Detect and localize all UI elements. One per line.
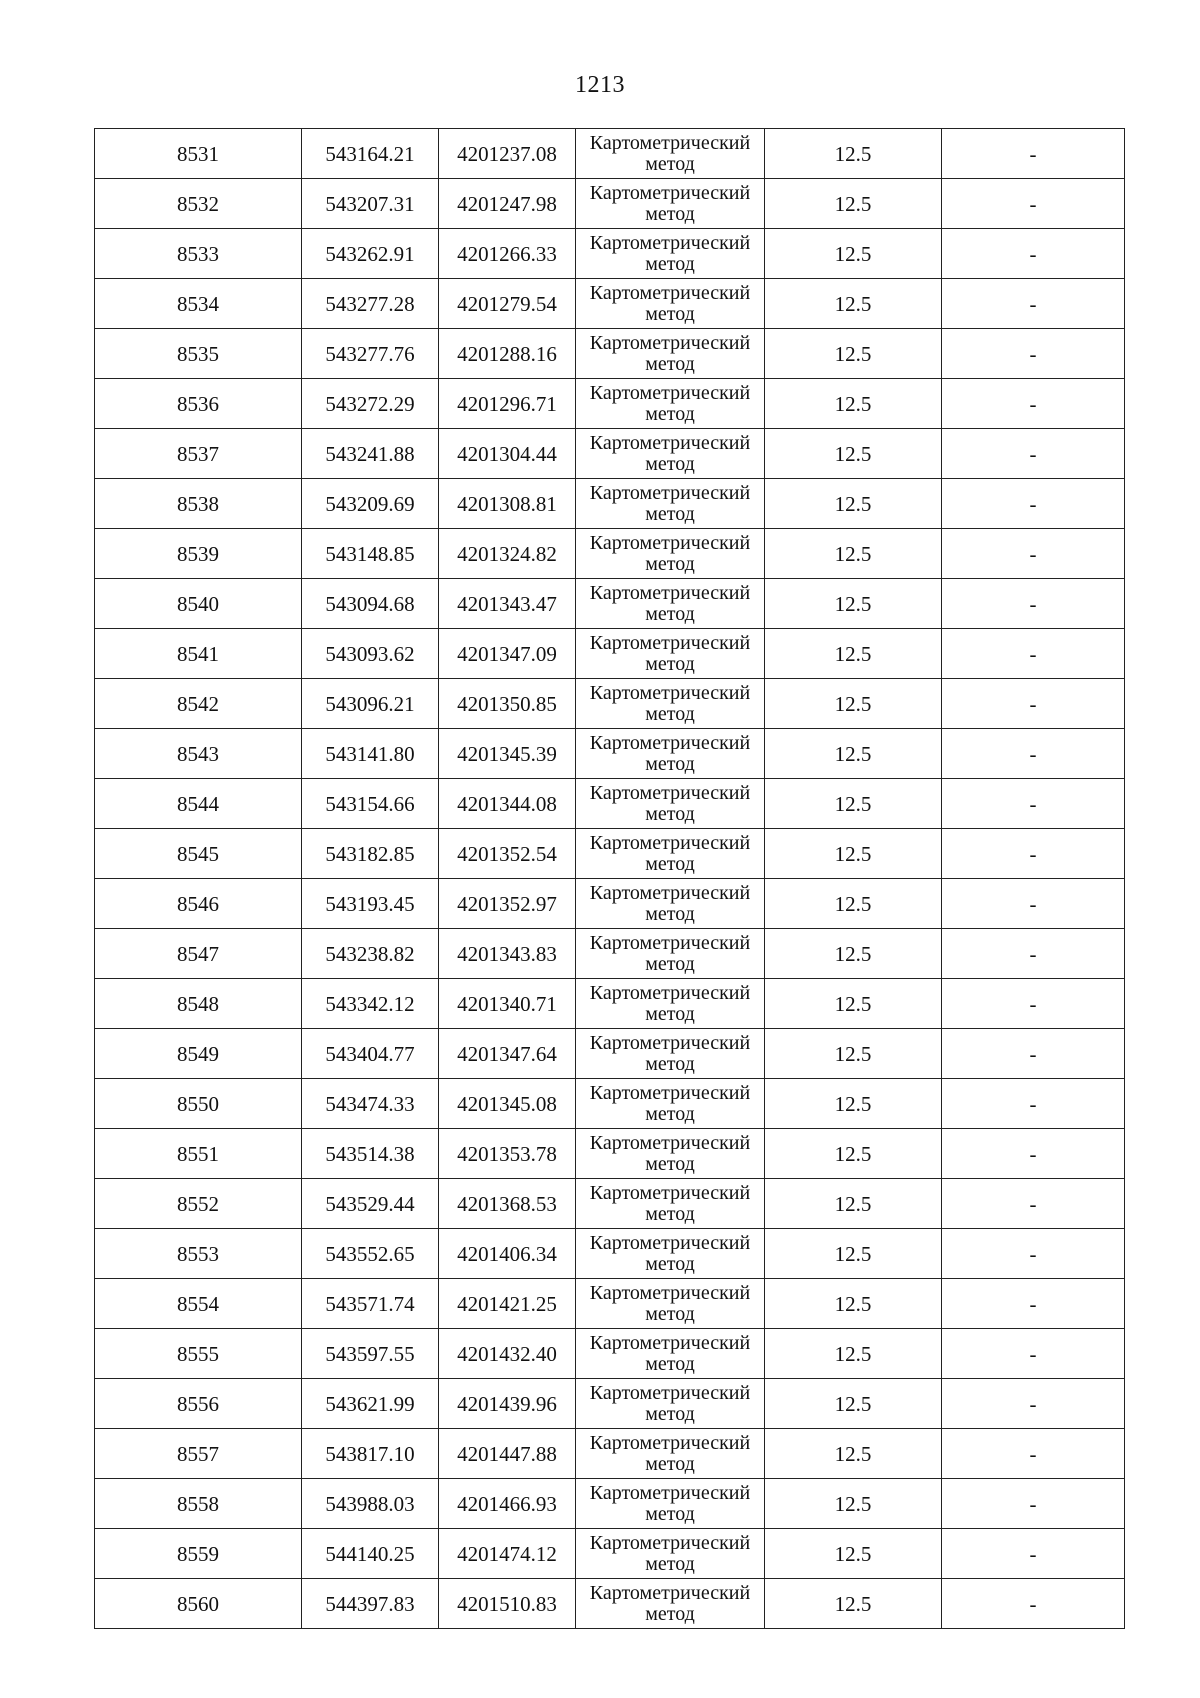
method-cell (576, 1079, 765, 1129)
point-id-cell: 8533 (95, 229, 302, 279)
x-coordinate-cell: 544397.83 (302, 1579, 439, 1629)
method-cell (576, 1129, 765, 1179)
y-coordinate-cell: 4201308.81 (439, 479, 576, 529)
point-id-cell: 8535 (95, 329, 302, 379)
method-line-1: Картометрический (589, 431, 751, 454)
note-cell: - (942, 829, 1125, 879)
method-cell (576, 379, 765, 429)
method-cell (576, 1579, 765, 1629)
method-cell (576, 1179, 765, 1229)
note-cell: - (942, 1079, 1125, 1129)
table-row (95, 1279, 1125, 1329)
method-cell (576, 1329, 765, 1379)
method-cell (576, 529, 765, 579)
x-coordinate-cell: 543262.91 (302, 229, 439, 279)
x-coordinate-cell: 543474.33 (302, 1079, 439, 1129)
method-cell (576, 779, 765, 829)
table-row (95, 129, 1125, 179)
y-coordinate-cell: 4201439.96 (439, 1379, 576, 1429)
method-line-1: Картометрический (589, 1481, 751, 1504)
method-line-2: метод (645, 902, 695, 925)
accuracy-cell: 12.5 (765, 779, 942, 829)
table-row (95, 429, 1125, 479)
method-line-2: метод (645, 702, 695, 725)
x-coordinate-cell: 543148.85 (302, 529, 439, 579)
method-line-2: метод (645, 252, 695, 275)
point-id-cell: 8544 (95, 779, 302, 829)
note-cell: - (942, 379, 1125, 429)
accuracy-cell: 12.5 (765, 1329, 942, 1379)
table-row (95, 379, 1125, 429)
table-row (95, 479, 1125, 529)
accuracy-cell: 12.5 (765, 1129, 942, 1179)
x-coordinate-cell: 543272.29 (302, 379, 439, 429)
point-id-cell: 8548 (95, 979, 302, 1029)
point-id-cell: 8537 (95, 429, 302, 479)
method-cell (576, 629, 765, 679)
table-row (95, 1579, 1125, 1629)
method-line-2: метод (645, 1052, 695, 1075)
point-id-cell: 8556 (95, 1379, 302, 1429)
method-line-1: Картометрический (589, 481, 751, 504)
y-coordinate-cell: 4201279.54 (439, 279, 576, 329)
accuracy-cell: 12.5 (765, 1279, 942, 1329)
method-line-1: Картометрический (589, 1581, 751, 1604)
table-row (95, 629, 1125, 679)
method-cell (576, 879, 765, 929)
accuracy-cell: 12.5 (765, 929, 942, 979)
note-cell: - (942, 1479, 1125, 1529)
table-row (95, 829, 1125, 879)
y-coordinate-cell: 4201288.16 (439, 329, 576, 379)
x-coordinate-cell: 543209.69 (302, 479, 439, 529)
method-line-1: Картометрический (589, 1181, 751, 1204)
note-cell: - (942, 1329, 1125, 1379)
point-id-cell: 8551 (95, 1129, 302, 1179)
table-row (95, 579, 1125, 629)
note-cell: - (942, 429, 1125, 479)
y-coordinate-cell: 4201345.08 (439, 1079, 576, 1129)
accuracy-cell: 12.5 (765, 679, 942, 729)
accuracy-cell: 12.5 (765, 1429, 942, 1479)
method-line-2: метод (645, 1102, 695, 1125)
method-cell (576, 1279, 765, 1329)
note-cell: - (942, 479, 1125, 529)
table-row (95, 929, 1125, 979)
y-coordinate-cell: 4201466.93 (439, 1479, 576, 1529)
table-row (95, 1329, 1125, 1379)
note-cell: - (942, 579, 1125, 629)
point-id-cell: 8559 (95, 1529, 302, 1579)
method-line-2: метод (645, 552, 695, 575)
table-row (95, 1129, 1125, 1179)
accuracy-cell: 12.5 (765, 1029, 942, 1079)
point-id-cell: 8552 (95, 1179, 302, 1229)
method-cell (576, 329, 765, 379)
accuracy-cell: 12.5 (765, 879, 942, 929)
x-coordinate-cell: 543094.68 (302, 579, 439, 629)
method-line-1: Картометрический (589, 1381, 751, 1404)
method-line-1: Картометрический (589, 781, 751, 804)
x-coordinate-cell: 543277.28 (302, 279, 439, 329)
accuracy-cell: 12.5 (765, 1479, 942, 1529)
x-coordinate-cell: 543571.74 (302, 1279, 439, 1329)
table-row (95, 1529, 1125, 1579)
note-cell: - (942, 1429, 1125, 1479)
accuracy-cell: 12.5 (765, 429, 942, 479)
method-cell (576, 1429, 765, 1479)
method-line-2: метод (645, 1252, 695, 1275)
method-cell (576, 579, 765, 629)
x-coordinate-cell: 543597.55 (302, 1329, 439, 1379)
y-coordinate-cell: 4201347.09 (439, 629, 576, 679)
y-coordinate-cell: 4201237.08 (439, 129, 576, 179)
y-coordinate-cell: 4201347.64 (439, 1029, 576, 1079)
x-coordinate-cell: 543154.66 (302, 779, 439, 829)
point-id-cell: 8555 (95, 1329, 302, 1379)
y-coordinate-cell: 4201421.25 (439, 1279, 576, 1329)
point-id-cell: 8543 (95, 729, 302, 779)
method-line-2: метод (645, 1202, 695, 1225)
x-coordinate-cell: 543621.99 (302, 1379, 439, 1429)
point-id-cell: 8531 (95, 129, 302, 179)
y-coordinate-cell: 4201343.47 (439, 579, 576, 629)
x-coordinate-cell: 543096.21 (302, 679, 439, 729)
method-line-1: Картометрический (589, 1331, 751, 1354)
method-cell (576, 129, 765, 179)
table-row (95, 1029, 1125, 1079)
method-cell (576, 829, 765, 879)
x-coordinate-cell: 544140.25 (302, 1529, 439, 1579)
point-id-cell: 8553 (95, 1229, 302, 1279)
accuracy-cell: 12.5 (765, 829, 942, 879)
method-cell (576, 279, 765, 329)
y-coordinate-cell: 4201368.53 (439, 1179, 576, 1229)
point-id-cell: 8554 (95, 1279, 302, 1329)
method-cell (576, 729, 765, 779)
method-line-1: Картометрический (589, 831, 751, 854)
method-line-1: Картометрический (589, 1281, 751, 1304)
accuracy-cell: 12.5 (765, 579, 942, 629)
x-coordinate-cell: 543193.45 (302, 879, 439, 929)
y-coordinate-cell: 4201304.44 (439, 429, 576, 479)
x-coordinate-cell: 543988.03 (302, 1479, 439, 1529)
table-row (95, 729, 1125, 779)
method-line-2: метод (645, 1602, 695, 1625)
x-coordinate-cell: 543182.85 (302, 829, 439, 879)
y-coordinate-cell: 4201344.08 (439, 779, 576, 829)
table-row (95, 279, 1125, 329)
table-row (95, 229, 1125, 279)
table-row (95, 779, 1125, 829)
point-id-cell: 8538 (95, 479, 302, 529)
x-coordinate-cell: 543164.21 (302, 129, 439, 179)
method-line-1: Картометрический (589, 1031, 751, 1054)
note-cell: - (942, 729, 1125, 779)
accuracy-cell: 12.5 (765, 329, 942, 379)
method-line-1: Картометрический (589, 131, 751, 154)
method-cell (576, 1479, 765, 1529)
method-line-1: Картометрический (589, 181, 751, 204)
table-row (95, 1229, 1125, 1279)
accuracy-cell: 12.5 (765, 1529, 942, 1579)
table-row (95, 179, 1125, 229)
note-cell: - (942, 1529, 1125, 1579)
y-coordinate-cell: 4201340.71 (439, 979, 576, 1029)
point-id-cell: 8549 (95, 1029, 302, 1079)
accuracy-cell: 12.5 (765, 629, 942, 679)
table-row (95, 329, 1125, 379)
method-line-2: метод (645, 1452, 695, 1475)
note-cell: - (942, 1129, 1125, 1179)
accuracy-cell: 12.5 (765, 529, 942, 579)
method-line-1: Картометрический (589, 381, 751, 404)
method-line-2: метод (645, 1352, 695, 1375)
accuracy-cell: 12.5 (765, 229, 942, 279)
point-id-cell: 8560 (95, 1579, 302, 1629)
note-cell: - (942, 879, 1125, 929)
table-row (95, 529, 1125, 579)
method-cell (576, 1379, 765, 1429)
method-line-2: метод (645, 952, 695, 975)
accuracy-cell: 12.5 (765, 1079, 942, 1129)
accuracy-cell: 12.5 (765, 1579, 942, 1629)
method-line-1: Картометрический (589, 1081, 751, 1104)
method-cell (576, 1529, 765, 1579)
method-line-2: метод (645, 1402, 695, 1425)
method-line-2: метод (645, 652, 695, 675)
y-coordinate-cell: 4201474.12 (439, 1529, 576, 1579)
method-line-1: Картометрический (589, 1231, 751, 1254)
y-coordinate-cell: 4201324.82 (439, 529, 576, 579)
x-coordinate-cell: 543207.31 (302, 179, 439, 229)
point-id-cell: 8546 (95, 879, 302, 929)
method-line-2: метод (645, 852, 695, 875)
method-line-2: метод (645, 1502, 695, 1525)
y-coordinate-cell: 4201406.34 (439, 1229, 576, 1279)
y-coordinate-cell: 4201343.83 (439, 929, 576, 979)
accuracy-cell: 12.5 (765, 379, 942, 429)
method-line-2: метод (645, 352, 695, 375)
method-line-2: метод (645, 302, 695, 325)
x-coordinate-cell: 543277.76 (302, 329, 439, 379)
table-row (95, 979, 1125, 1029)
point-id-cell: 8550 (95, 1079, 302, 1129)
method-line-2: метод (645, 152, 695, 175)
accuracy-cell: 12.5 (765, 1179, 942, 1229)
method-line-1: Картометрический (589, 981, 751, 1004)
accuracy-cell: 12.5 (765, 129, 942, 179)
method-cell (576, 979, 765, 1029)
method-line-1: Картометрический (589, 331, 751, 354)
y-coordinate-cell: 4201510.83 (439, 1579, 576, 1629)
x-coordinate-cell: 543238.82 (302, 929, 439, 979)
method-line-1: Картометрический (589, 1431, 751, 1454)
point-id-cell: 8557 (95, 1429, 302, 1479)
note-cell: - (942, 1179, 1125, 1229)
note-cell: - (942, 1229, 1125, 1279)
method-line-2: метод (645, 1552, 695, 1575)
y-coordinate-cell: 4201447.88 (439, 1429, 576, 1479)
method-line-1: Картометрический (589, 1131, 751, 1154)
point-id-cell: 8547 (95, 929, 302, 979)
y-coordinate-cell: 4201266.33 (439, 229, 576, 279)
note-cell: - (942, 129, 1125, 179)
method-cell (576, 479, 765, 529)
y-coordinate-cell: 4201247.98 (439, 179, 576, 229)
method-line-1: Картометрический (589, 731, 751, 754)
coordinates-table (94, 128, 1125, 1629)
accuracy-cell: 12.5 (765, 979, 942, 1029)
method-line-2: метод (645, 752, 695, 775)
y-coordinate-cell: 4201345.39 (439, 729, 576, 779)
method-cell (576, 229, 765, 279)
note-cell: - (942, 1029, 1125, 1079)
note-cell: - (942, 629, 1125, 679)
x-coordinate-cell: 543241.88 (302, 429, 439, 479)
table-row (95, 679, 1125, 729)
note-cell: - (942, 329, 1125, 379)
note-cell: - (942, 1579, 1125, 1629)
x-coordinate-cell: 543514.38 (302, 1129, 439, 1179)
method-line-2: метод (645, 1152, 695, 1175)
method-cell (576, 929, 765, 979)
method-line-1: Картометрический (589, 281, 751, 304)
method-line-1: Картометрический (589, 581, 751, 604)
point-id-cell: 8540 (95, 579, 302, 629)
point-id-cell: 8541 (95, 629, 302, 679)
y-coordinate-cell: 4201352.97 (439, 879, 576, 929)
point-id-cell: 8558 (95, 1479, 302, 1529)
table-row (95, 1179, 1125, 1229)
accuracy-cell: 12.5 (765, 1379, 942, 1429)
method-cell (576, 1029, 765, 1079)
note-cell: - (942, 979, 1125, 1029)
note-cell: - (942, 529, 1125, 579)
y-coordinate-cell: 4201352.54 (439, 829, 576, 879)
method-line-2: метод (645, 402, 695, 425)
point-id-cell: 8532 (95, 179, 302, 229)
method-line-2: метод (645, 802, 695, 825)
method-cell (576, 1229, 765, 1279)
page-number: 1213 (575, 72, 625, 98)
note-cell: - (942, 779, 1125, 829)
x-coordinate-cell: 543141.80 (302, 729, 439, 779)
table-row (95, 879, 1125, 929)
x-coordinate-cell: 543093.62 (302, 629, 439, 679)
accuracy-cell: 12.5 (765, 179, 942, 229)
y-coordinate-cell: 4201350.85 (439, 679, 576, 729)
table-row (95, 1379, 1125, 1429)
note-cell: - (942, 679, 1125, 729)
table-row (95, 1079, 1125, 1129)
method-line-1: Картометрический (589, 931, 751, 954)
x-coordinate-cell: 543342.12 (302, 979, 439, 1029)
note-cell: - (942, 1379, 1125, 1429)
point-id-cell: 8542 (95, 679, 302, 729)
method-line-2: метод (645, 1002, 695, 1025)
point-id-cell: 8536 (95, 379, 302, 429)
coordinates-table-body (95, 129, 1125, 1629)
note-cell: - (942, 279, 1125, 329)
method-line-2: метод (645, 202, 695, 225)
method-line-2: метод (645, 1302, 695, 1325)
note-cell: - (942, 929, 1125, 979)
method-line-1: Картометрический (589, 231, 751, 254)
point-id-cell: 8545 (95, 829, 302, 879)
table-row (95, 1429, 1125, 1479)
note-cell: - (942, 1279, 1125, 1329)
y-coordinate-cell: 4201296.71 (439, 379, 576, 429)
x-coordinate-cell: 543817.10 (302, 1429, 439, 1479)
x-coordinate-cell: 543404.77 (302, 1029, 439, 1079)
accuracy-cell: 12.5 (765, 279, 942, 329)
method-line-1: Картометрический (589, 1531, 751, 1554)
method-line-1: Картометрический (589, 881, 751, 904)
table-row (95, 1479, 1125, 1529)
x-coordinate-cell: 543552.65 (302, 1229, 439, 1279)
accuracy-cell: 12.5 (765, 729, 942, 779)
method-line-2: метод (645, 502, 695, 525)
method-cell (576, 679, 765, 729)
point-id-cell: 8534 (95, 279, 302, 329)
note-cell: - (942, 179, 1125, 229)
accuracy-cell: 12.5 (765, 1229, 942, 1279)
method-cell (576, 179, 765, 229)
point-id-cell: 8539 (95, 529, 302, 579)
method-line-2: метод (645, 602, 695, 625)
method-line-1: Картометрический (589, 631, 751, 654)
accuracy-cell: 12.5 (765, 479, 942, 529)
method-line-2: метод (645, 452, 695, 475)
x-coordinate-cell: 543529.44 (302, 1179, 439, 1229)
method-line-1: Картометрический (589, 531, 751, 554)
method-line-1: Картометрический (589, 681, 751, 704)
method-cell (576, 429, 765, 479)
note-cell: - (942, 229, 1125, 279)
y-coordinate-cell: 4201432.40 (439, 1329, 576, 1379)
y-coordinate-cell: 4201353.78 (439, 1129, 576, 1179)
